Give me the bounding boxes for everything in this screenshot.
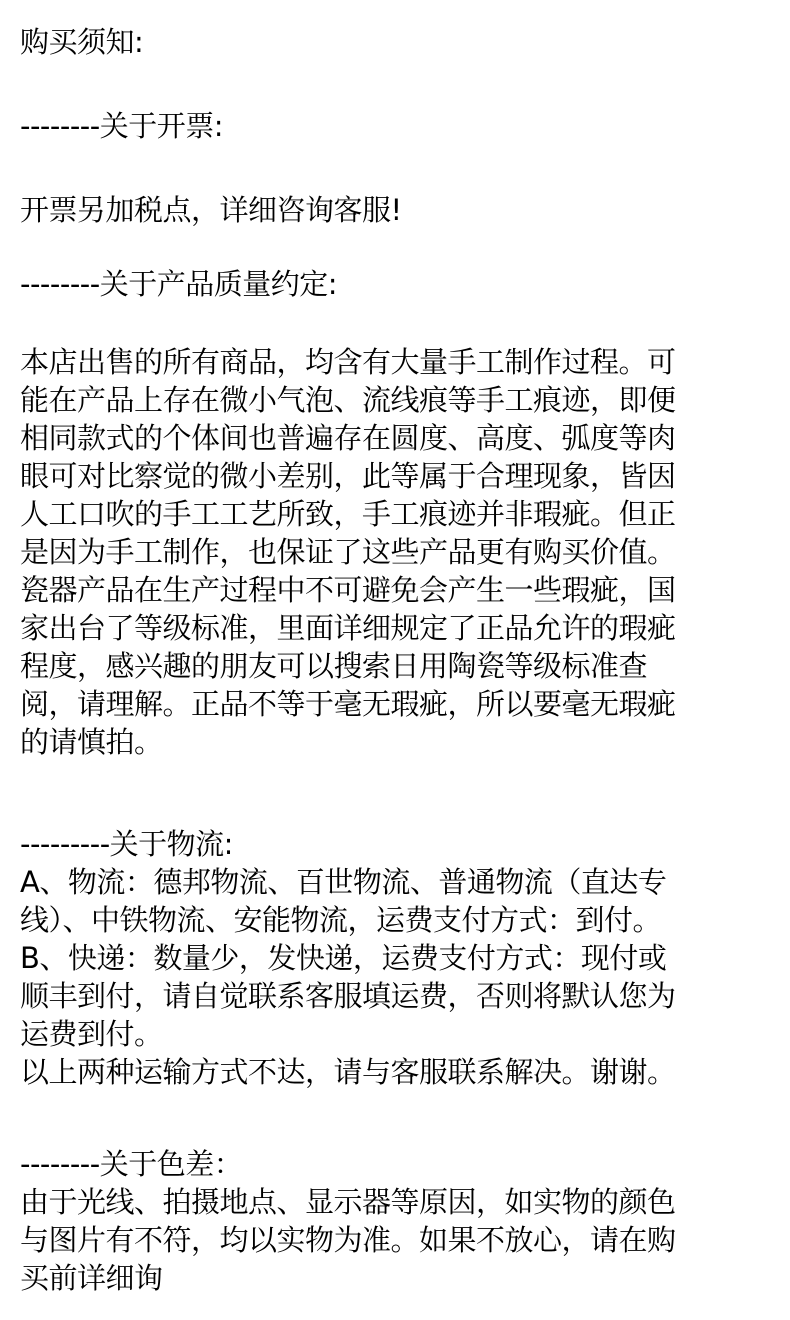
logistics-line: 顺丰到付，请自觉联系客服填运费，否则将默认您为: [20, 979, 676, 1013]
quality-heading: --------关于产品质量约定:: [20, 267, 337, 301]
color-line: 买前详细询: [20, 1261, 163, 1295]
invoice-text: 开票另加税点，详细咨询客服!: [20, 193, 402, 227]
quality-line: 程度，感兴趣的朋友可以搜索日用陶瓷等级标准查: [20, 649, 648, 683]
quality-line: 本店出售的所有商品，均含有大量手工制作过程。可: [20, 345, 676, 379]
logistics-line: B、快递：数量少，发快递，运费支付方式：现付或: [20, 941, 667, 975]
quality-line: 家出台了等级标准，里面详细规定了正品允许的瑕疵: [20, 611, 676, 645]
logistics-line: 运费到付。: [20, 1017, 163, 1051]
notice-title: 购买须知:: [20, 25, 144, 59]
color-heading: --------关于色差：: [20, 1147, 243, 1181]
quality-line: 阅，请理解。正品不等于毫无瑕疵，所以要毫无瑕疵: [20, 687, 676, 721]
logistics-line: A、物流：德邦物流、百世物流、普通物流（直达专: [20, 865, 667, 899]
logistics-line: 线）、中铁物流、安能物流，运费支付方式：到付。: [20, 903, 662, 937]
quality-line: 能在产品上存在微小气泡、流线痕等手工痕迹，即便: [20, 383, 676, 417]
quality-line: 眼可对比察觉的微小差别，此等属于合理现象，皆因: [20, 459, 676, 493]
quality-line: 瓷器产品在生产过程中不可避免会产生一些瑕疵，国: [20, 573, 676, 607]
quality-line: 相同款式的个体间也普遍存在圆度、高度、弧度等肉: [20, 421, 676, 455]
color-line: 由于光线、拍摄地点、显示器等原因，如实物的颜色: [20, 1185, 676, 1219]
quality-line: 人工口吹的手工工艺所致，手工痕迹并非瑕疵。但正: [20, 497, 676, 531]
quality-line: 是因为手工制作，也保证了这些产品更有购买价值。: [20, 535, 676, 569]
logistics-line: 以上两种运输方式不达，请与客服联系解决。谢谢。: [20, 1055, 676, 1089]
invoice-heading: --------关于开票:: [20, 109, 223, 143]
logistics-heading: ---------关于物流:: [20, 827, 233, 861]
quality-line: 的请慎拍。: [20, 725, 163, 759]
color-line: 与图片有不符，均以实物为准。如果不放心，请在购: [20, 1223, 676, 1257]
